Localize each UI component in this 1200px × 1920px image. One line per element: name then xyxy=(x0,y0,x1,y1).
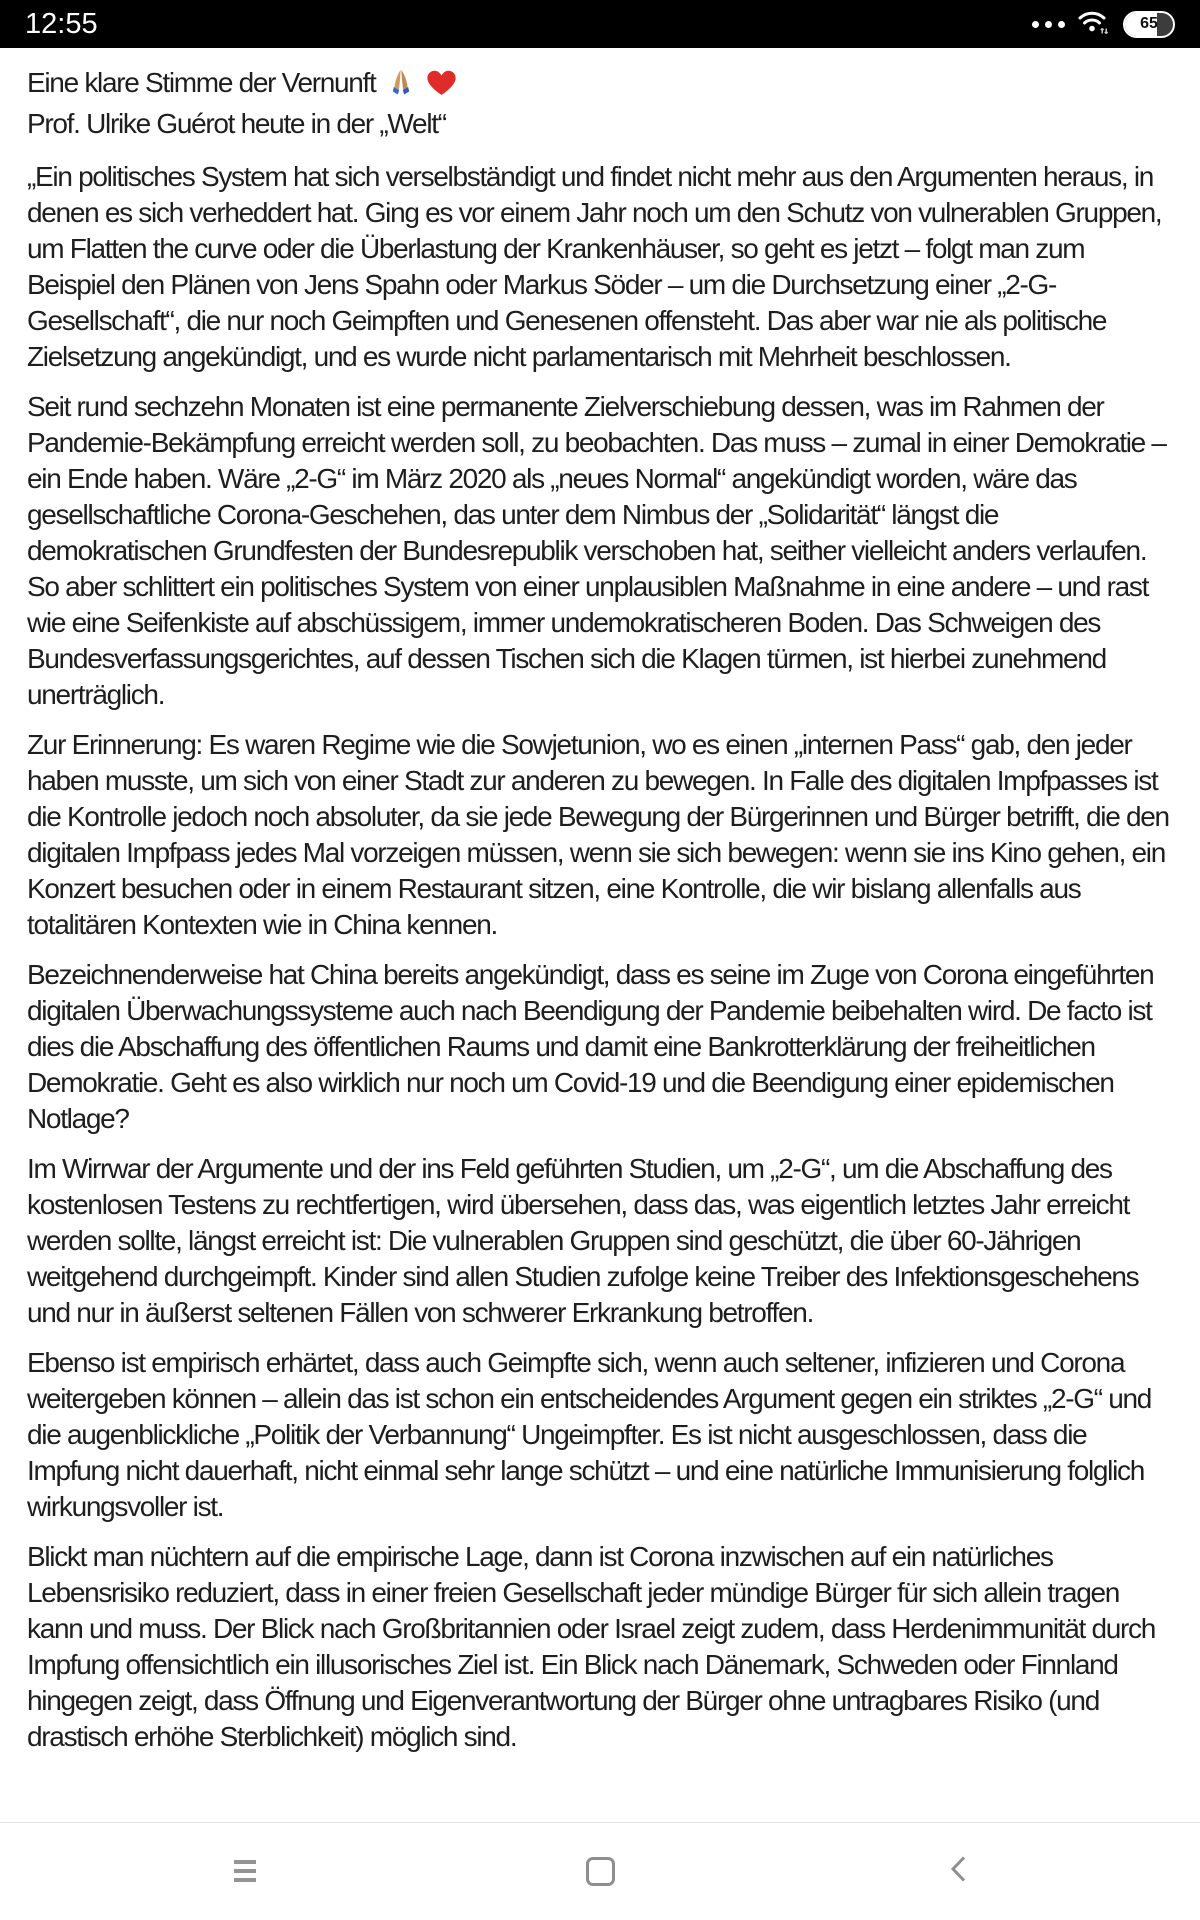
paragraph: Bezeichnenderweise hat China bereits angekündigt, dass es seine im Zuge von Corona eingeführten digitalen Überwachungssysteme auch nach Beendigung der Pandemie beibehalten wird. De facto ist dies die Abschaffung des öffentlichen Raums und damit eine Bankrotterklärung der freiheitlichen Demokratie. Geht es also wirklich nur noch um Covid-19 und die Beendigung einer epidemischen Notlage? xyxy=(27,959,1154,1134)
paragraph: Seit rund sechzehn Monaten ist eine permanente Zielverschiebung dessen, was im Rahmen der Pandemie-Bekämpfung erreicht werden soll, zu beobachten. Das muss – zumal in einer Demokratie – ein Ende haben. Wäre „2-G“ im März 2020 als „neues Normal“ angekündigt worden, wäre das gesellschaftliche Corona-Geschehen, das unter dem Nimbus der „Solidarität“ längst die demokratischen Grundfesten der Bundesrepublik verschoben hat, seither vielleicht anders verlaufen. So aber schlittert ein politisches System von einer unplausiblen Maßnahme in eine andere – und rast wie eine Seifenkiste auf abschüssigem, immer undemokratischeren Boden. Das Schweigen des Bundesverfassungsgerichtes, auf dessen Tischen sich die Klagen türmen, ist hierbei zunehmend unerträglich. xyxy=(27,391,1166,710)
home-button[interactable] xyxy=(574,1845,626,1897)
paragraph: Im Wirrwar der Argumente und der ins Feld geführten Studien, um „2-G“, um die Abschaffung des kostenlosen Testens zu rechtfertigen, wird übersehen, dass das, was eigentlich letztes Jahr erreicht werden sollte, längst erreicht ist: Die vulnerablen Gruppen sind geschützt, die über 60-Jährigen weitgehend durchgeimpft. Kinder sind allen Studien zufolge keine Treiber des Infektionsgeschehens und nur in äußerst seltenen Fällen von schwerer Erkrankung betroffen. xyxy=(27,1153,1139,1328)
battery-percent: 65 xyxy=(1140,15,1158,32)
article-title xyxy=(27,65,1173,106)
paragraph: Ebenso ist empirisch erhärtet, dass auch Geimpfte sich, wenn auch seltener, infizieren und Corona weitergeben können – allein das ist schon ein entscheidendes Argument gegen ein striktes „2-G“ und die augenblickliche „Politik der Verbannung“ Ungeimpfter. Es ist nicht ausgeschlossen, dass die Impfung nicht dauerhaft, nicht einmal sehr lange schützt – und eine natürliche Immunisierung folglich wirkungsvoller ist. xyxy=(27,1347,1152,1522)
battery-indicator xyxy=(1123,11,1175,38)
back-icon xyxy=(949,1855,967,1888)
article-subtitle: Prof. Ulrike Guérot heute in der „Welt“ xyxy=(27,108,446,139)
red-heart-icon xyxy=(427,72,456,103)
more-dots-icon xyxy=(1032,21,1065,28)
paragraph: „Ein politisches System hat sich verselbständigt und findet nicht mehr aus den Argumenten heraus, in denen es sich verheddert hat. Ging es vor einem Jahr noch um den Schutz von vulnerablen Gruppen, um Flatten the curve oder die Überlastung der Krankenhäuser, so geht es jetzt – folgt man zum Beispiel den Plänen von Jens Spahn oder Markus Söder – um die Durchsetzung einer „2-G-Gesellschaft“, die nur noch Geimpften und Genesenen offensteht. Das aber war nie als politische Zielsetzung angekündigt, und es wurde nicht parlamentarisch mit Mehrheit beschlossen. xyxy=(27,161,1162,372)
status-icons xyxy=(1032,8,1175,41)
article-title-text: Eine klare Stimme der Vernunft xyxy=(27,67,376,98)
status-time: 12:55 xyxy=(25,7,98,40)
status-bar xyxy=(0,0,1200,48)
paragraph: Blickt man nüchtern auf die empirische Lage, dann ist Corona inzwischen auf ein natürliches Lebensrisiko reduziert, dass in einer freien Gesellschaft jeder mündige Bürger für sich allein tragen kann und muss. Der Blick nach Großbritannien oder Israel zeigt zudem, dass Herdenimmunität durch Impfung offensichtlich ein illusorisches Ziel ist. Ein Blick nach Dänemark, Schweden oder Finnland hingegen zeigt, dass Öffnung und Eigenverantwortung der Bürger ohne untragbares Risiko (und drastisch erhöhe Sterblichkeit) möglich sind. xyxy=(27,1541,1156,1752)
menu-button[interactable] xyxy=(219,1845,271,1897)
home-icon xyxy=(586,1857,615,1886)
article-content[interactable] xyxy=(0,48,1200,1823)
menu-icon xyxy=(234,1860,256,1882)
folded-hands-icon xyxy=(386,72,422,103)
wifi-icon xyxy=(1077,8,1111,41)
paragraph: Zur Erinnerung: Es waren Regime wie die Sowjetunion, wo es einen „internen Pass“ gab, den jeder haben musste, um sich von einer Stadt zur anderen zu bewegen. In Falle des digitalen Impfpasses ist die Kontrolle jedoch noch absoluter, da sie jede Bewegung der Bürgerinnen und Bürger betrifft, die den digitalen Impfpass jedes Mal vorzeigen müssen, wenn sie sich bewegen: wenn sie ins Kino gehen, ein Konzert besuchen oder in einem Restaurant sitzen, eine Kontrolle, die wir bislang allenfalls aus totalitären Kontexten wie in China kennen. xyxy=(27,729,1169,940)
back-button[interactable] xyxy=(932,1845,984,1897)
navigation-bar xyxy=(0,1822,1200,1920)
